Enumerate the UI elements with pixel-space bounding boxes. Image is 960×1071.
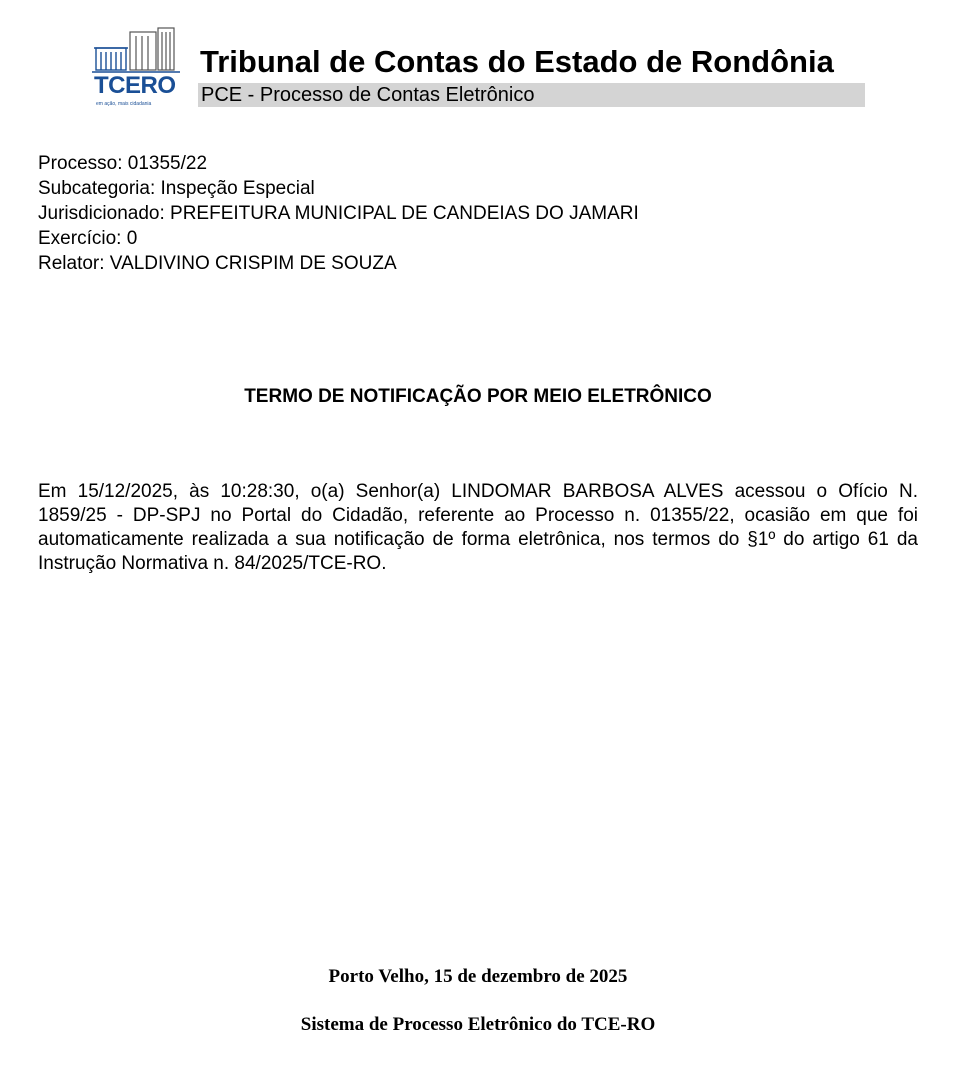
meta-exercicio: Exercício: 0 [38,228,138,249]
document-heading: TERMO DE NOTIFICAÇÃO POR MEIO ELETRÔNICO [244,386,712,407]
meta-subcategoria: Subcategoria: Inspeção Especial [38,178,315,199]
page-subtitle: PCE - Processo de Contas Eletrônico [198,83,865,107]
footer-date: Porto Velho, 15 de dezembro de 2025 [328,966,628,987]
building-columns-icon [92,26,184,76]
process-metadata [38,151,639,276]
logo-wordmark: TCERO [94,72,176,99]
footer-system: Sistema de Processo Eletrônico do TCE-RO [300,1014,656,1035]
tcero-logo [92,26,184,112]
page-title: Tribunal de Contas do Estado de Rondônia [200,44,834,79]
meta-relator: Relator: VALDIVINO CRISPIM DE SOUZA [38,253,397,274]
logo-tagline: em ação, mais cidadania [96,101,152,107]
meta-processo: Processo: 01355/22 [38,153,208,174]
meta-jurisdicionado: Jurisdicionado: PREFEITURA MUNICIPAL DE CANDEIAS DO JAMARI [38,203,639,224]
document-body: Em 15/12/2025, às 10:28:30, o(a) Senhor(a) LINDOMAR BARBOSA ALVES acessou o Ofício N. 1859/25 - DP-SPJ no Portal do Cidadão, referente ao Processo n. 01355/22, ocasião em que foi automaticamente realizada a sua notificação de forma eletrônica, nos termos do §1º do artigo 61 da Instrução Normativa n. 84/2025/TCE-RO. [38,481,918,574]
